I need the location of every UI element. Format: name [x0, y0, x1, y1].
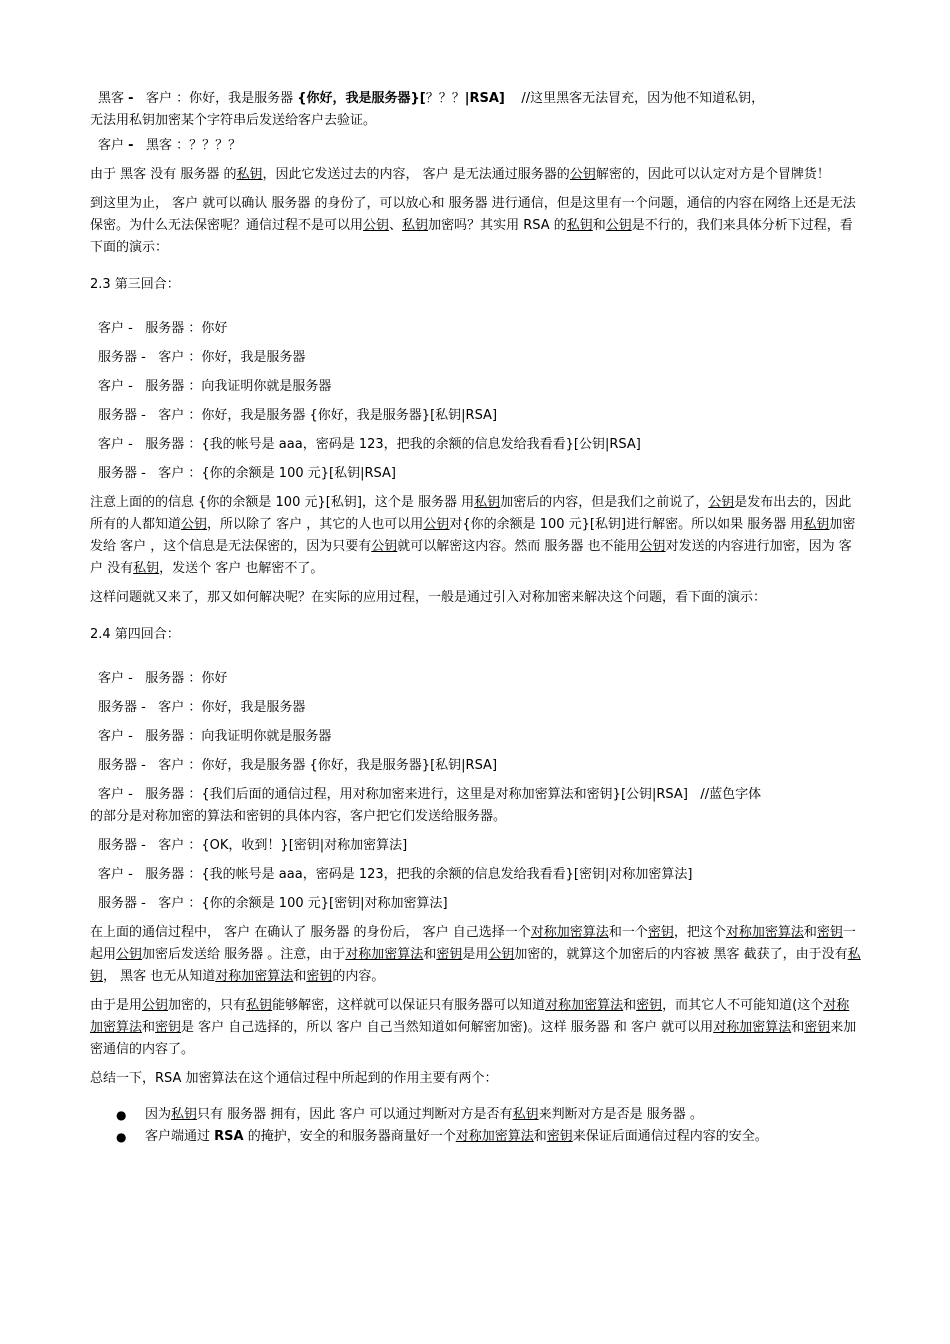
section-heading: 2.4 第四回合： [90, 627, 180, 642]
dialog-line: 服务器 - 客户 ：你好，我是服务器 [98, 350, 306, 365]
list-item: ● 因为私钥只有 服务器 拥有，因此 客户 可以通过判断对方是否有私钥来判断对方是否是 服务器 。 [145, 1104, 862, 1126]
dialog-line: 客户 - 黑客 ：？？？？ [98, 138, 242, 153]
dialog-line: 服务器 - 客户 ：{你的余额是 100 元}[密钥|对称加密算法] [98, 896, 448, 911]
list-item: ● 客户端通过 RSA 的掩护，安全的和服务器商量好一个对称加密算法和密钥来保证后面通信过程内容的安全。 [145, 1126, 862, 1148]
dialog-line: 客户 - 服务器 ：向我证明你就是服务器 [98, 729, 332, 744]
listener: 客户 [145, 91, 172, 106]
dialog-line: 服务器 - 客户 ：你好，我是服务器 {你好，我是服务器}[私钥|RSA] [98, 758, 498, 773]
comment: //这里黑客无法冒充，因为他不知道私钥， [521, 91, 765, 106]
dialog-line: 客户 - 服务器 ：向我证明你就是服务器 [98, 379, 332, 394]
dialog-line: 服务器 - 客户 ：你好，我是服务器 {你好，我是服务器}[私钥|RSA] [98, 408, 498, 423]
bullet-icon: ● [116, 1108, 127, 1122]
dialog-line: 客户 - 服务器 ：你好 [98, 321, 228, 336]
dialog-line: 服务器 - 客户 ：你好，我是服务器 [98, 700, 306, 715]
paragraph: 由于 黑客 没有 服务器 的私钥，因此它发送过去的内容， 客户 是无法通过服务器的公钥解密的，因此可以认定对方是个冒牌货！ [90, 167, 830, 182]
dialog-line: 服务器 - 客户 ：{你的余额是 100 元}[私钥|RSA] [98, 466, 396, 481]
bullet-icon: ● [116, 1130, 127, 1144]
paragraph: 注意上面的的信息 {你的余额是 100 元}[私钥]，这个是 服务器 用私钥加密后的内容，但是我们之前说了，公钥是发布出去的，因此所有的人都知道公钥，所以除了 客户 ，其它的人也可以用公钥对{你的余额是 100 元}[私钥]进行解密。所以如果 服务器 用私钥加密发给 客户 ，这个信息是无法保密的，因为只要有公钥就可以解密这内容。然而 服务器 也不能用公钥对发送的内容进行加密，因为 客户 没有私钥，发送个 客户 也解密不了。 [90, 495, 856, 576]
section-heading: 2.3 第三回合： [90, 277, 180, 292]
document-page [90, 88, 862, 1148]
dialog-line: 客户 - 服务器 ：你好 [98, 671, 228, 686]
paragraph: 这样问题就又来了，那又如何解决呢？在实际的应用过程，一般是通过引入对称加密来解决这个问题，看下面的演示： [90, 590, 767, 605]
comment: //蓝色字体 [700, 787, 762, 802]
paragraph: 到这里为止， 客户 就可以确认 服务器 的身份了，可以放心和 服务器 进行通信，但是这里有一个问题，通信的内容在网络上还是无法保密。为什么无法保密呢？通信过程不是可以用公钥、私钥加密吗？其实用 RSA 的私钥和公钥是不行的，我们来具体分析下过程，看下面的演示： [90, 196, 856, 255]
dialog-line: 客户 - 服务器 ：{我的帐号是 aaa，密码是 123，把我的余额的信息发给我看看}[公钥|RSA] [98, 437, 641, 452]
paragraph: 由于是用公钥加密的，只有私钥能够解密，这样就可以保证只有服务器可以知道对称加密算法和密钥，而其它人不可能知道(这个对称加密算法和密钥是 客户 自己选择的，所以 客户 自己当然知道如何解密加密)。这样 服务器 和 客户 就可以用对称加密算法和密钥来加密通信的内容了。 [90, 998, 857, 1057]
paragraph: 在上面的通信过程中， 客户 在确认了 服务器 的身份后， 客户 自己选择一个对称加密算法和一个密钥，把这个对称加密算法和密钥一起用公钥加密后发送给 服务器 。注意，由于对称加密算法和密钥是用公钥加密的，就算这个加密后的内容被 黑客 截获了，由于没有私钥， 黑客 也无从知道对称加密算法和密钥的内容。 [90, 925, 861, 984]
speaker: 黑客 [98, 91, 125, 106]
summary-list [90, 1104, 862, 1148]
dialog-line: 客户 - 服务器 ：{我的帐号是 aaa，密码是 123，把我的余额的信息发给我看看}[密钥|对称加密算法] [98, 867, 693, 882]
dialog-line: 黑客 - 客户 ：你好，我是服务器 {你好，我是服务器}[？？？|RSA] //这里黑客无法冒充，因为他不知道私钥， 无法用私钥加密某个字符串后发送给客户去验证。 [90, 91, 765, 128]
dialog-line: 服务器 - 客户 ：{OK，收到！}[密钥|对称加密算法] [98, 838, 408, 853]
paragraph: 总结一下，RSA 加密算法在这个通信过程中所起到的作用主要有两个： [90, 1071, 498, 1086]
dialog-line: 客户 - 服务器 ：{我们后面的通信过程，用对称加密来进行，这里是对称加密算法和密钥}[公钥|RSA] //蓝色字体 的部分是对称加密的算法和密钥的具体内容，客户把它们发送给服务器。 [90, 787, 762, 824]
